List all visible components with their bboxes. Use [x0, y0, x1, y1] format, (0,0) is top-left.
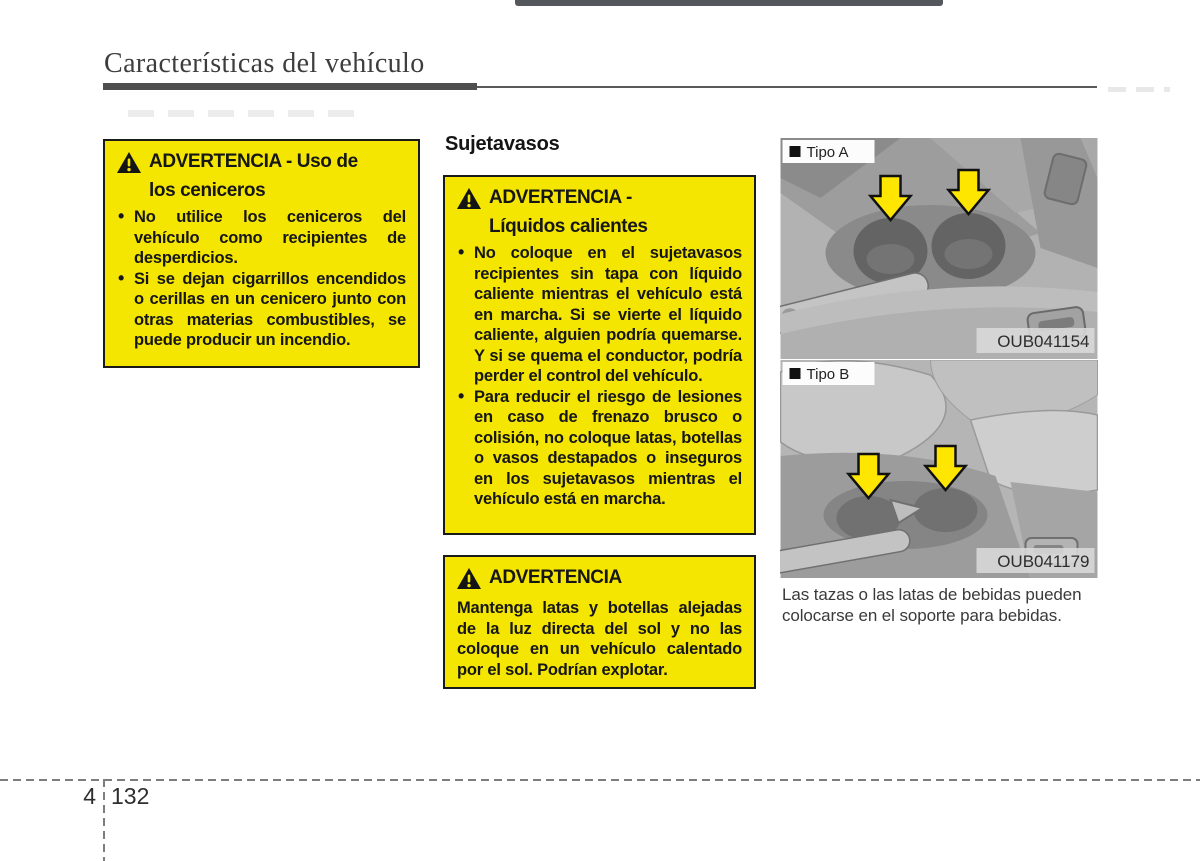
title-underline-thick	[103, 83, 477, 90]
warning-triangle-icon	[457, 568, 481, 595]
warning-bullet: • Si se dejan cigarrillos encendidos o cerillas en un cenicero junto con otras materias combustibles, se puede producir un incendio.	[117, 269, 406, 351]
figure-code: OUB041154	[997, 332, 1090, 351]
warning-bullet: • No coloque en el sujetavasos recipientes sin tapa con líquido caliente mientras el vehículo está en marcha. Si se vierte el líquido caliente, alguien podría quemarse. Y si se quema el conductor, podría perder el control del vehículo.	[457, 243, 742, 387]
warning-bullet-list	[117, 207, 406, 351]
warning-triangle-icon	[117, 152, 141, 179]
warning-title-text: Líquidos calientes	[489, 216, 648, 237]
scan-artifact	[128, 110, 363, 117]
footer-crop-line-vertical	[103, 779, 105, 861]
warning-box-ashtrays	[103, 139, 420, 368]
chapter-number: 4	[83, 783, 96, 809]
figure-caption: Las tazas o las latas de bebidas pueden colocarse en el soporte para bebidas.	[782, 585, 1082, 625]
figure-label-square-icon	[790, 146, 801, 157]
warning-title-text: ADVERTENCIA -	[489, 187, 632, 208]
footer-crop-line-horizontal	[0, 779, 1200, 781]
warning-triangle-icon	[457, 188, 481, 215]
warning-bullet-list	[457, 243, 742, 510]
figure-label: Tipo A	[806, 144, 849, 161]
warning-bullet: • Para reducir el riesgo de lesiones en caso de frenazo brusco o colisión, no coloque latas, botellas o vasos destapados o inseguros en los sujetavasos mientras el vehículo está en marcha.	[457, 387, 742, 510]
warning-title-text: ADVERTENCIA - Uso de	[149, 151, 358, 172]
warning-title	[117, 150, 406, 179]
title-underline-thin	[477, 86, 1097, 88]
warning-bullet: • No utilice los ceniceros del vehículo como recipientes de desperdicios.	[117, 207, 406, 269]
page-edge-bar	[515, 0, 943, 6]
page-number: 132	[111, 783, 150, 809]
section-heading-cupholders: Sujetavasos	[445, 133, 560, 155]
warning-title	[457, 186, 742, 215]
figure-tipo-b	[780, 360, 1098, 578]
warning-title-text: ADVERTENCIA	[489, 567, 622, 588]
figure-code: OUB041179	[997, 552, 1090, 571]
figure-label-square-icon	[790, 368, 801, 379]
figure-label: Tipo B	[806, 366, 850, 383]
warning-title	[457, 566, 742, 595]
figure-tipo-a	[780, 138, 1098, 359]
scan-artifact	[1108, 87, 1170, 92]
cupholder-photo-type-a	[780, 138, 1098, 359]
cupholder-photo-type-b	[780, 360, 1098, 578]
page-title: Características del vehículo	[104, 48, 425, 79]
warning-box-hot-liquids	[443, 175, 756, 535]
warning-body-text: Mantenga latas y botellas alejadas de la luz directa del sol y no las coloque en un vehículo calentado por el sol. Podrían explotar.	[457, 599, 742, 679]
warning-box-sun-exposure	[443, 555, 756, 689]
warning-title-text: los ceniceros	[149, 180, 266, 201]
